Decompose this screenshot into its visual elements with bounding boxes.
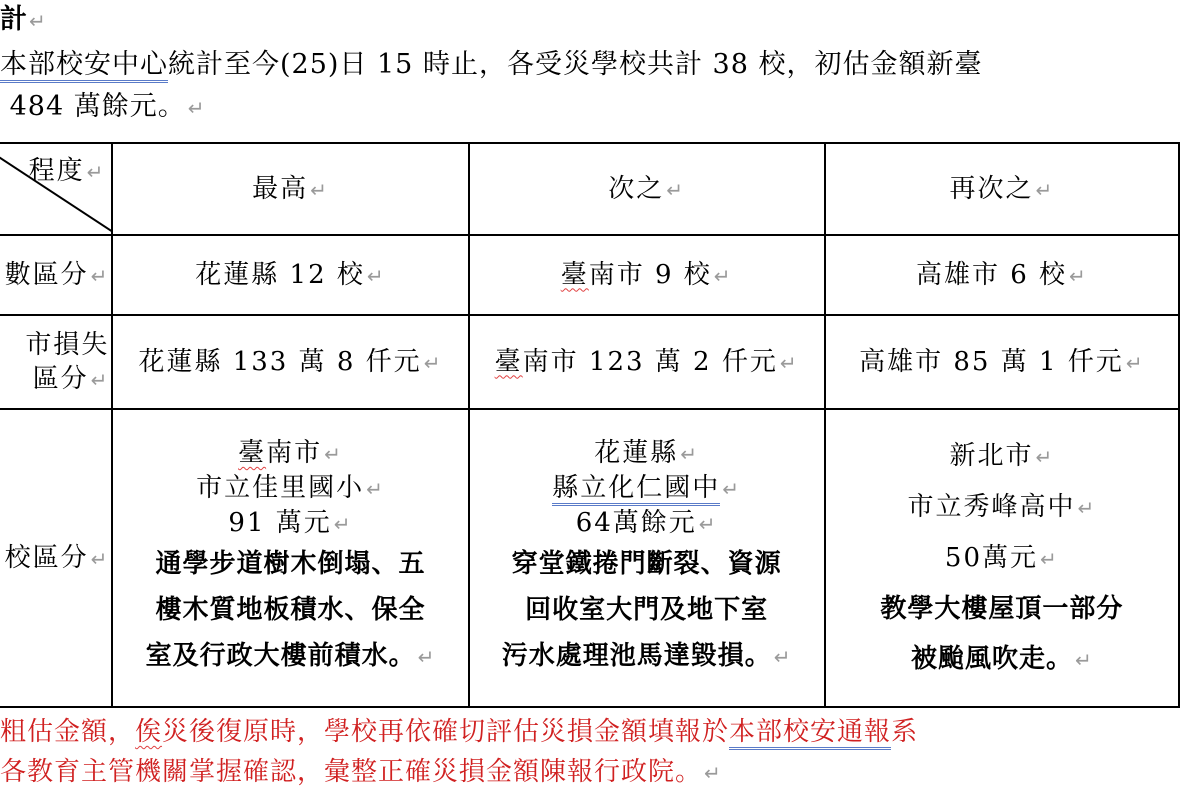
- paragraph-mark-icon: ↵: [1074, 648, 1093, 672]
- damage-description: [470, 541, 824, 680]
- description-line: 教學大樓屋頂一部分: [880, 594, 1124, 624]
- column-header-highest: [112, 143, 468, 235]
- damage-table: [0, 142, 1180, 708]
- paragraph-mark-icon: ↵: [1035, 177, 1055, 202]
- amount-text: 64萬餘元: [575, 508, 697, 538]
- intro-paragraph: [0, 44, 982, 129]
- paragraph-mark-icon: ↵: [324, 442, 343, 466]
- corner-cell: [0, 143, 112, 235]
- paragraph-mark-icon: ↵: [680, 442, 700, 466]
- paragraph-mark-icon: ↵: [333, 512, 353, 536]
- row-header-text: 校區分: [4, 542, 89, 573]
- damage-description: [826, 584, 1178, 685]
- school-cell-tainan: [112, 409, 468, 707]
- intro-line-1: [0, 44, 982, 86]
- school-name-text: 縣立化仁國中: [552, 473, 720, 506]
- paragraph-mark-icon: ↵: [86, 160, 106, 184]
- cell-text-flagged: 臺: [494, 346, 523, 377]
- intro-line-2: [0, 86, 982, 129]
- paragraph-mark-icon: ↵: [423, 350, 443, 375]
- paragraph-mark-icon: ↵: [366, 477, 385, 501]
- paragraph-mark-icon: ↵: [90, 367, 110, 392]
- corner-label: [29, 154, 106, 189]
- row-header-loss-amount: [0, 315, 112, 409]
- description-line-last: [470, 633, 824, 680]
- paragraph-mark-icon: ↵: [1040, 547, 1059, 571]
- cell-text-flagged: 臺: [560, 259, 589, 290]
- table-row-school-count: [0, 235, 1179, 315]
- description-line: 污水處理池馬達毀損。: [501, 641, 772, 671]
- description-line: 被颱風吹走。: [910, 644, 1073, 674]
- paragraph-mark-icon: ↵: [366, 263, 386, 288]
- school-city: [470, 436, 824, 471]
- table-header-row: [0, 143, 1179, 235]
- city-text: 新北市: [949, 441, 1034, 471]
- school-name: [113, 471, 467, 506]
- paragraph-mark-icon: ↵: [722, 477, 742, 501]
- paragraph-mark-icon: ↵: [698, 512, 718, 536]
- footnote-line-1: [0, 712, 918, 752]
- cell-text: 南市 123 萬 2 仟元: [522, 346, 778, 377]
- city-text: 花蓮縣: [594, 438, 679, 468]
- footnote-highlight: 本部校安通報: [729, 717, 891, 750]
- school-amount: [826, 533, 1178, 584]
- column-header-text: 最高: [252, 173, 309, 204]
- description-line: 通學步道樹木倒塌、五: [155, 549, 426, 579]
- footnote-flagged-char: 俟: [135, 717, 163, 747]
- cell-text: 花蓮縣 133 萬 8 仟元: [138, 346, 422, 377]
- row-header-school-count: [0, 235, 112, 315]
- row-header-text: 市損失: [25, 329, 110, 360]
- table-cell: [825, 315, 1179, 409]
- table-cell: [825, 235, 1179, 315]
- paragraph-mark-icon: ↵: [773, 645, 792, 669]
- intro-line-1-text: 統計至今(25)日 15 時止，各受災學校共計 38 校，初估金額新臺: [168, 49, 983, 80]
- paragraph-mark-icon: ↵: [704, 761, 722, 785]
- paragraph-mark-icon: ↵: [666, 177, 686, 202]
- school-city: [113, 436, 467, 471]
- paragraph-mark-icon: ↵: [29, 9, 46, 33]
- school-name-text: 市立佳里國小: [196, 473, 365, 503]
- corner-label-text: 程度: [28, 156, 85, 186]
- paragraph-mark-icon: ↵: [90, 546, 110, 571]
- column-header-text: 次之: [608, 173, 665, 204]
- damage-description: [113, 541, 467, 680]
- row-header-top-school: [0, 409, 112, 707]
- school-name: [470, 471, 824, 506]
- table-cell: [112, 235, 468, 315]
- table-cell: [469, 235, 825, 315]
- paragraph-mark-icon: ↵: [1077, 496, 1097, 520]
- column-header-text: 再次之: [949, 173, 1034, 204]
- description-line: 室及行政大樓前積水。: [145, 641, 416, 671]
- cell-text: 高雄市 6 校: [915, 259, 1068, 290]
- paragraph-mark-icon: ↵: [1069, 263, 1088, 288]
- footnote: [0, 712, 918, 793]
- table-row-top-school: [0, 409, 1179, 707]
- city-flagged-char: 臺: [238, 438, 267, 468]
- description-line-last: [826, 634, 1178, 685]
- amount-text: 91 萬元: [228, 508, 332, 538]
- school-amount: [113, 506, 467, 541]
- table-row-loss-amount: [0, 315, 1179, 409]
- school-city: [826, 431, 1178, 482]
- paragraph-mark-icon: ↵: [417, 645, 436, 669]
- paragraph-mark-icon: ↵: [310, 177, 329, 202]
- footnote-line-2: [0, 752, 918, 793]
- paragraph-mark-icon: ↵: [1035, 445, 1055, 469]
- cell-text: 南市 9 校: [588, 259, 712, 290]
- school-cell-hualien: [469, 409, 825, 707]
- row-header-line-2: [0, 362, 109, 397]
- footnote-text: 粗估金額，: [0, 717, 136, 747]
- school-name: [826, 482, 1178, 533]
- city-text: 南市: [266, 438, 323, 468]
- intro-highlight-center: 本部校安中心: [0, 49, 168, 83]
- column-header-third: [825, 143, 1179, 235]
- table-cell: [112, 315, 468, 409]
- section-heading: [0, 2, 46, 39]
- cell-text: 花蓮縣 12 校: [195, 259, 365, 290]
- description-line: 樓木質地板積水、保全: [155, 595, 426, 625]
- school-cell-new-taipei: [825, 409, 1179, 707]
- paragraph-mark-icon: ↵: [1125, 350, 1145, 375]
- intro-line-2-text: 484 萬餘元。: [9, 91, 186, 122]
- description-line: 回收室大門及地下室: [525, 595, 769, 625]
- description-line-last: [113, 633, 467, 680]
- row-header-text: 數區分: [4, 259, 89, 290]
- cell-text: 高雄市 85 萬 1 仟元: [859, 346, 1124, 377]
- footnote-text: 各教育主管機關掌握確認，彙整正確災損金額陳報行政院。: [0, 757, 703, 787]
- description-line: 穿堂鐵捲門斷裂、資源: [511, 549, 782, 579]
- paragraph-mark-icon: ↵: [187, 96, 206, 120]
- paragraph-mark-icon: ↵: [779, 350, 799, 375]
- footnote-text: 災後復原時，學校再依確切評估災損金額填報於: [162, 717, 730, 747]
- paragraph-mark-icon: ↵: [713, 263, 733, 288]
- table-cell: [469, 315, 825, 409]
- amount-text: 50萬元: [944, 543, 1039, 573]
- footnote-text: 系: [891, 717, 919, 747]
- school-amount: [470, 506, 824, 541]
- paragraph-mark-icon: ↵: [90, 263, 110, 288]
- row-header-text: 區分: [32, 363, 89, 394]
- column-header-second: [469, 143, 825, 235]
- heading-text: 計: [0, 4, 27, 35]
- school-name-text: 市立秀峰高中: [907, 492, 1076, 522]
